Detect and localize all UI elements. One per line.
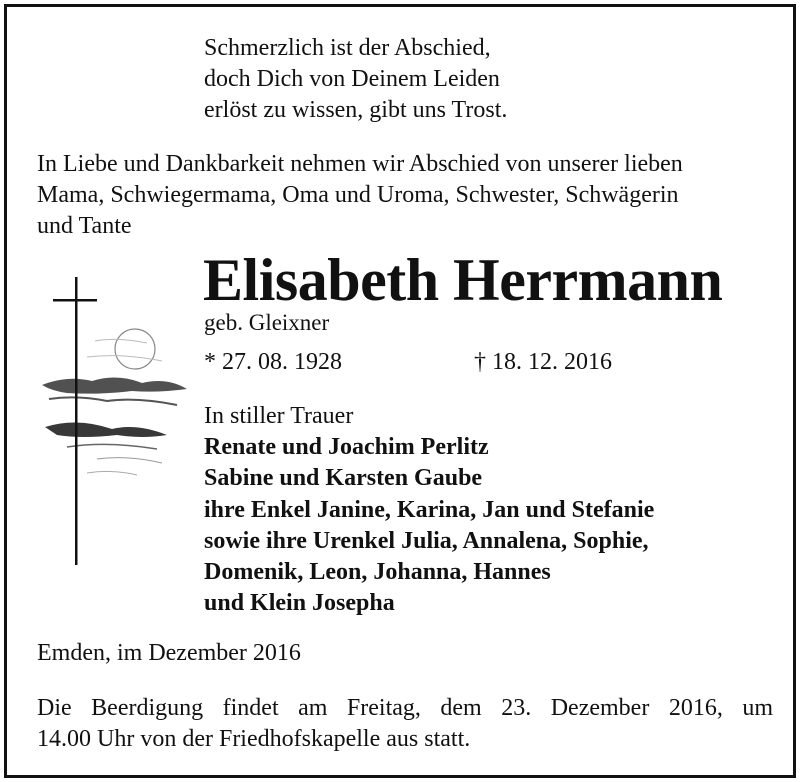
memorial-quote — [204, 33, 507, 126]
mourner-line: Renate und Joachim Perlitz — [204, 434, 489, 461]
death-date: † 18. 12. 2016 — [474, 349, 612, 375]
birth-date: * 27. 08. 1928 — [204, 349, 342, 375]
funeral-line: Die Beerdigung findet am Freitag, dem 23. Dezember 2016, um — [37, 695, 773, 721]
funeral-notice — [37, 693, 773, 755]
maiden-name: geb. Gleixner — [204, 310, 330, 335]
cross-landscape-icon — [37, 277, 197, 572]
intro-line: und Tante — [37, 213, 132, 239]
intro-text — [37, 149, 777, 242]
intro-line: Mama, Schwiegermama, Oma und Uroma, Schwester, Schwägerin — [37, 182, 679, 208]
place-date: Emden, im Dezember 2016 — [37, 640, 301, 666]
quote-line: erlöst zu wissen, gibt uns Trost. — [204, 97, 508, 123]
mourner-line: ihre Enkel Janine, Karina, Jan und Stefanie — [204, 496, 655, 523]
mourner-line: sowie ihre Urenkel Julia, Annalena, Sophie, — [204, 527, 649, 554]
deceased-name: Elisabeth Herrmann — [203, 247, 723, 313]
mourners-list — [204, 401, 764, 619]
obituary-notice — [4, 4, 796, 778]
quote-line: doch Dich von Deinem Leiden — [204, 66, 500, 92]
funeral-line: 14.00 Uhr von der Friedhofskapelle aus statt. — [37, 726, 471, 752]
mourner-line: und Klein Josepha — [204, 590, 395, 617]
mourners-lead: In stiller Trauer — [204, 403, 354, 429]
quote-line: Schmerzlich ist der Abschied, — [204, 35, 491, 61]
mourner-line: Sabine und Karsten Gaube — [204, 465, 483, 492]
mourner-line: Domenik, Leon, Johanna, Hannes — [204, 559, 551, 586]
intro-line: In Liebe und Dankbarkeit nehmen wir Abschied von unserer lieben — [37, 151, 683, 177]
